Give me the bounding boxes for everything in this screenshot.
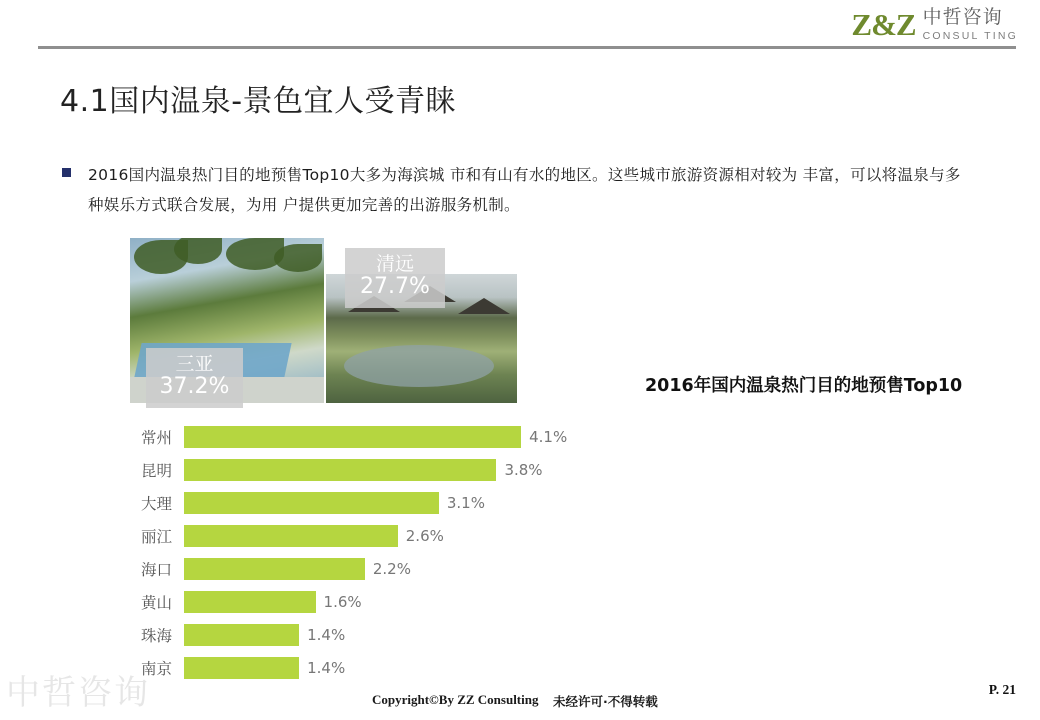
logo-text xyxy=(923,8,1018,42)
bar xyxy=(184,426,521,448)
bar-row xyxy=(128,651,988,684)
bar-value-label: 1.4% xyxy=(307,625,346,644)
page-title: 4.1国内温泉-景色宜人受青睐 xyxy=(60,84,457,119)
bullet-text: 2016国内温泉热门目的地预售Top10大多为海滨城 市和有山有水的地区。这些城市旅游资源相对较为 丰富，可以将温泉与多种娱乐方式联合发展，为用 户提供更加完善的出游服务机制。 xyxy=(88,166,961,215)
bar-row xyxy=(128,519,988,552)
photo-tag-qingyuan-name: 清远 xyxy=(375,253,414,275)
photo-tag-sanya-value: 37.2% xyxy=(159,374,230,400)
page-number: P. 21 xyxy=(988,682,1016,697)
bar-track xyxy=(184,591,988,613)
logo-company-cn: 中哲咨询 xyxy=(922,6,1003,28)
bar-row xyxy=(128,420,988,453)
photo-tag-qingyuan-value: 27.7% xyxy=(360,274,430,300)
chart-title: 2016年国内温泉热门目的地预售Top10 xyxy=(645,376,963,396)
bar xyxy=(184,624,299,646)
bar-category-label: 昆明 xyxy=(140,461,172,480)
brand-logo xyxy=(851,8,1018,42)
bar xyxy=(184,459,496,481)
bar-row xyxy=(128,585,988,618)
bar-value-label: 3.8% xyxy=(504,460,543,479)
photo-collage xyxy=(130,238,517,403)
bar-value-label: 1.4% xyxy=(307,658,346,677)
bar xyxy=(184,492,439,514)
bar-value-label: 4.1% xyxy=(529,427,568,446)
bar-category-label: 大理 xyxy=(140,494,172,513)
bar-chart xyxy=(128,420,988,684)
bullet-square-icon xyxy=(62,168,71,177)
bar xyxy=(184,657,299,679)
bar-category-label: 珠海 xyxy=(140,626,172,645)
bar-track xyxy=(184,525,988,547)
bar-row xyxy=(128,486,988,519)
photo-tag-sanya-name: 三亚 xyxy=(175,353,214,375)
bar xyxy=(184,591,316,613)
bar-row xyxy=(128,618,988,651)
bar-track xyxy=(184,459,988,481)
bar-track xyxy=(184,426,988,448)
bar-value-label: 1.6% xyxy=(323,592,362,611)
header-divider xyxy=(38,46,1016,49)
footer-note: 未经许可·不得转载 xyxy=(553,694,658,709)
bar-track xyxy=(184,492,988,514)
bar-category-label: 南京 xyxy=(140,659,172,678)
bar-track xyxy=(184,624,988,646)
bar-value-label: 2.6% xyxy=(405,526,444,545)
bar-category-label: 丽江 xyxy=(140,527,172,546)
bar-track xyxy=(184,558,988,580)
bar-row xyxy=(128,453,988,486)
bar-track xyxy=(184,657,988,679)
watermark: 中哲咨询 xyxy=(6,673,150,713)
logo-company-en: CONSUL TING xyxy=(922,30,1018,42)
bar xyxy=(184,558,365,580)
bar-value-label: 2.2% xyxy=(372,559,411,578)
logo-mark: Z&Z xyxy=(851,7,916,42)
bar xyxy=(184,525,398,547)
bar-category-label: 黄山 xyxy=(140,593,172,612)
bullet-paragraph xyxy=(62,160,982,220)
bar-category-label: 海口 xyxy=(140,560,172,579)
bar-category-label: 常州 xyxy=(140,428,172,447)
footer-copyright: Copyright©By ZZ Consulting xyxy=(372,692,539,707)
bar-row xyxy=(128,552,988,585)
photo-tag-qingyuan xyxy=(345,248,445,308)
bar-value-label: 3.1% xyxy=(446,493,485,512)
photo-tag-sanya xyxy=(146,348,243,408)
